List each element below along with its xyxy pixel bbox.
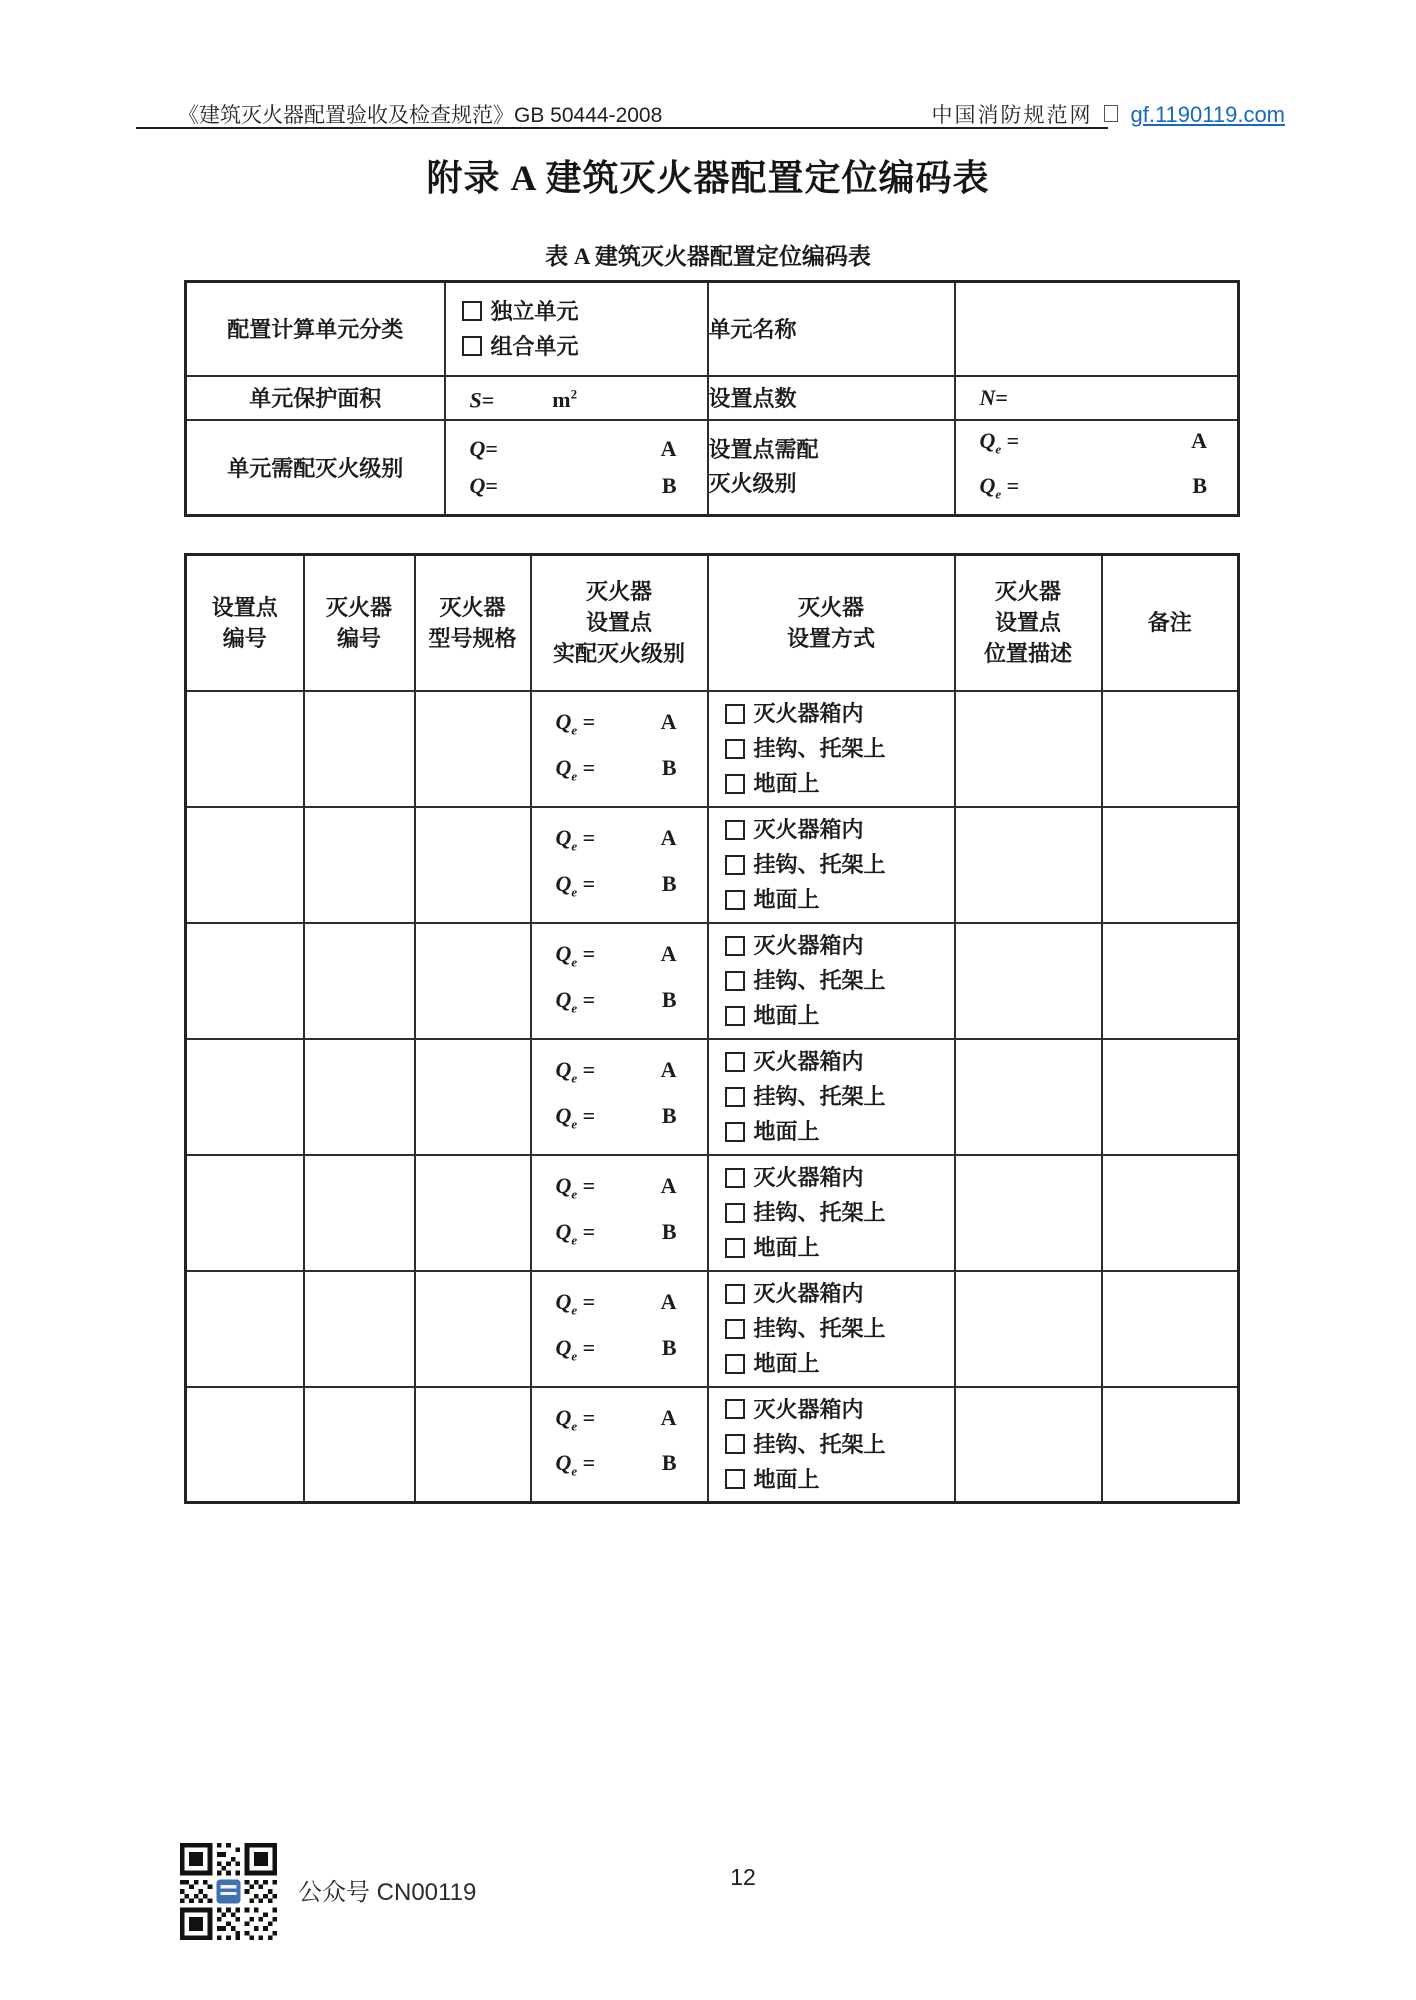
option-in-cabinet [709,812,954,847]
checkbox-icon [725,1087,745,1107]
cell-extinguisher-number [304,923,415,1039]
option-in-cabinet [709,1160,954,1195]
cell-point-number [186,691,304,807]
cell-point-number [186,1039,304,1155]
header-line: 灭火器 [797,594,864,620]
option-label: 挂钩、托架上 [753,1316,886,1341]
grade-letter: B [661,986,677,1012]
unit-grade-values [445,420,708,516]
grade-line-b [532,749,707,794]
header-location-description [955,555,1102,691]
cell-extinguisher-number [304,1271,415,1387]
cell-actual-grade [531,1155,708,1271]
grade-letter: B [661,1450,677,1476]
unit-grade-label: 单元需配灭火级别 [186,420,445,516]
placement-detail-table [184,553,1240,1504]
checkbox-icon [725,971,745,991]
option-label: 灭火器箱内 [753,1049,864,1074]
points-count-value: N= [955,376,1239,420]
q-formula: Q= [469,473,498,499]
table-row [186,420,1239,516]
option-label: 地面上 [753,1235,820,1260]
area-formula: S= [469,387,495,413]
checkbox-icon [725,774,745,794]
qe-formula: $Q_e$ = [979,427,1020,457]
header-line: 设置点 [585,610,652,636]
cell-remarks [1102,807,1239,923]
checkbox-icon [725,1238,745,1258]
header-doc-title: 《建筑灭火器配置验收及检查规范》GB 50444-2008 [178,104,663,127]
header-actual-grade [531,555,708,691]
detail-header-row [186,555,1239,691]
grade-letter: A [660,1404,677,1430]
cell-remarks [1102,1039,1239,1155]
header-line: 设置点 [211,594,278,620]
qe-formula: $Q_e$ = [979,473,1020,502]
header-line: 灭火器 [994,579,1061,605]
cell-remarks [1102,1271,1239,1387]
checkbox-icon [725,1006,745,1026]
header-placement-method [708,555,955,691]
table-row [186,1039,1239,1155]
option-in-cabinet [709,696,954,731]
grade-letter: B [661,1102,677,1128]
checkbox-icon [725,1354,745,1374]
checkbox-icon [725,1122,745,1142]
option-in-cabinet [709,1276,954,1311]
cell-point-number [186,1271,304,1387]
cell-location-description [955,1271,1102,1387]
cell-extinguisher-number [304,691,415,807]
table-row [186,376,1239,420]
qe-formula: $Q_e$ = [555,870,596,899]
grade-line-a [532,1399,707,1444]
point-grade-label [708,420,955,516]
page-title: 附录 A 建筑灭火器配置定位编码表 [426,158,990,198]
q-formula: Q= [469,436,498,462]
qe-formula: $Q_e$ = [555,1450,596,1479]
cell-point-number [186,807,304,923]
option-in-cabinet [709,928,954,963]
unit-class-label: 配置计算单元分类 [186,282,445,376]
cell-location-description [955,691,1102,807]
page-number: 12 [730,1864,756,1890]
qe-formula: $Q_e$ = [555,709,596,738]
qe-formula: $Q_e$ = [555,1102,596,1131]
option-label: 灭火器箱内 [753,701,864,726]
grade-line-b [956,467,1238,512]
unit-area-label: 单元保护面积 [186,376,445,420]
cell-placement-method [708,691,955,807]
grade-line-b [446,467,707,504]
grade-line-b [532,865,707,910]
checkbox-icon [725,820,745,840]
option-on-ground [709,1114,954,1149]
option-label: 挂钩、托架上 [753,736,886,761]
unit-class-options [445,282,708,376]
header-extinguisher-number [304,555,415,691]
cell-location-description [955,1387,1102,1503]
option-on-ground [709,1230,954,1265]
checkbox-icon [462,336,482,356]
option-on-ground [709,882,954,917]
cell-remarks [1102,691,1239,807]
cell-remarks [1102,1155,1239,1271]
qe-formula: $Q_e$ = [555,1404,596,1434]
cell-model-spec [415,691,531,807]
cell-remarks [1102,1387,1239,1503]
table-row [186,1155,1239,1271]
grade-letter: A [660,436,677,462]
qe-formula: $Q_e$ = [555,986,596,1015]
grade-line-a [532,703,707,748]
cell-actual-grade [531,1387,708,1503]
header-line: 设置点 [994,610,1061,636]
cell-location-description [955,923,1102,1039]
option-on-hook-bracket [709,963,954,998]
qe-formula: $Q_e$ = [555,825,596,854]
label-line: 灭火级别 [708,471,797,497]
option-label: 灭火器箱内 [753,933,864,958]
option-on-hook-bracket [709,1079,954,1114]
table-row [186,923,1239,1039]
cell-extinguisher-number [304,1155,415,1271]
label-line: 设置点需配 [708,437,819,463]
option-on-ground [709,1462,954,1497]
grade-line-b [532,1213,707,1258]
qe-formula: $Q_e$ = [555,1173,596,1202]
grade-line-b [532,1329,707,1374]
grade-letter: B [661,754,677,780]
grade-letter: B [661,870,677,896]
grade-line-a [532,1283,707,1328]
cell-actual-grade [531,1039,708,1155]
cell-model-spec [415,807,531,923]
option-on-ground [709,998,954,1033]
option-label: 挂钩、托架上 [753,968,886,993]
cell-actual-grade [531,807,708,923]
table-row [186,1271,1239,1387]
checkbox-icon [725,855,745,875]
checkbox-icon [725,739,745,759]
grade-line-b [532,1097,707,1142]
qe-formula: $Q_e$ = [555,1218,596,1247]
cell-extinguisher-number [304,1387,415,1503]
cell-placement-method [708,923,955,1039]
grade-line-a [956,422,1238,467]
option-on-ground [709,1346,954,1381]
grade-line-a [532,1167,707,1212]
checkbox-icon [725,1203,745,1223]
header-remarks [1102,555,1239,691]
qe-formula: $Q_e$ = [555,1289,596,1318]
header-line: 设置方式 [786,625,875,651]
qr-code [180,1842,277,1941]
header-line: 灭火器 [325,594,392,620]
grade-letter: A [660,941,677,967]
qr-account-label: 公众号 CN00119 [298,1879,477,1906]
grade-letter: A [660,1289,677,1315]
option-label: 地面上 [753,1003,820,1028]
option-in-cabinet [709,1392,954,1427]
grade-line-a [532,819,707,864]
checkbox-icon [725,1052,745,1072]
cell-remarks [1102,923,1239,1039]
table-row [186,1387,1239,1503]
option-in-cabinet [709,1044,954,1079]
unit-area-value [445,376,708,420]
option-label: 地面上 [753,1466,820,1492]
checkbox-icon [725,1399,745,1419]
grade-letter: A [660,709,677,735]
checkbox-icon [725,890,745,910]
cell-point-number [186,1155,304,1271]
header-line: 编号 [336,625,381,651]
option-label: 挂钩、托架上 [753,1200,886,1225]
option-label: 挂钩、托架上 [753,852,886,877]
grade-line-a [532,1051,707,1096]
unit-name-label: 单元名称 [708,282,955,376]
option-combined-unit [446,329,707,364]
qe-formula: $Q_e$ = [555,1334,596,1363]
option-label: 灭火器箱内 [753,1281,864,1306]
grade-line-b [532,1444,707,1489]
cell-placement-method [708,807,955,923]
option-label: 组合单元 [490,333,579,359]
grade-letter: A [1191,427,1207,453]
option-on-hook-bracket [709,847,954,882]
option-label: 灭火器箱内 [753,1165,864,1190]
cell-placement-method [708,1155,955,1271]
header-line: 灭火器 [439,594,506,620]
cell-actual-grade [531,1271,708,1387]
cell-model-spec [415,1039,531,1155]
option-independent-unit [446,294,707,329]
option-label: 地面上 [753,1119,820,1144]
header-point-number [186,555,304,691]
header-line: 灭火器 [585,579,652,605]
checkbox-icon [725,1284,745,1304]
cell-location-description [955,1155,1102,1271]
points-count-label: 设置点数 [708,376,955,420]
cell-model-spec [415,1271,531,1387]
header-line: 备注 [1147,610,1192,636]
table-row [186,282,1239,376]
site-name: 中国消防规范网 [931,103,1093,127]
option-label: 挂钩、托架上 [753,1084,886,1109]
header-line: 实配灭火级别 [552,641,685,667]
checkbox-icon [725,1319,745,1339]
cell-actual-grade [531,923,708,1039]
cell-location-description [955,807,1102,923]
area-unit: $m^2$ [552,386,578,413]
cell-actual-grade [531,691,708,807]
qe-formula: $Q_e$ = [555,1057,596,1086]
grade-line-a [532,935,707,980]
cell-model-spec [415,923,531,1039]
unit-summary-table [184,280,1240,517]
grade-letter: A [660,1173,677,1199]
grade-letter: B [1192,473,1207,499]
option-label: 地面上 [753,1351,820,1376]
cell-model-spec [415,1387,531,1503]
table-row [186,807,1239,923]
option-label: 地面上 [753,887,820,912]
option-on-ground [709,766,954,801]
checkbox-icon [725,1469,745,1489]
cell-placement-method [708,1387,955,1503]
option-on-hook-bracket [709,1311,954,1346]
header-line: 位置描述 [983,641,1072,667]
grade-letter: B [661,473,677,499]
qe-formula: $Q_e$ = [555,941,596,970]
cell-model-spec [415,1155,531,1271]
checkbox-icon [725,704,745,724]
cell-point-number [186,923,304,1039]
cell-placement-method [708,1271,955,1387]
site-link[interactable]: gf.1190119.com [1130,102,1285,127]
option-label: 地面上 [753,771,820,796]
option-on-hook-bracket [709,731,954,766]
header-line: 编号 [222,625,267,651]
point-grade-values [955,420,1239,516]
grade-letter: A [660,825,677,851]
checkbox-icon [725,1434,745,1454]
checkbox-icon [725,936,745,956]
table-row [186,691,1239,807]
option-label: 灭火器箱内 [753,817,864,842]
option-label: 挂钩、托架上 [753,1431,886,1457]
checkbox-icon [725,1168,745,1188]
qe-formula: $Q_e$ = [555,754,596,783]
checkbox-icon [462,301,482,321]
cell-point-number [186,1387,304,1503]
option-label: 独立单元 [490,298,579,324]
cell-extinguisher-number [304,807,415,923]
header-line: 型号规格 [428,625,517,651]
grade-letter: B [661,1334,677,1360]
unit-name-value [955,282,1239,376]
option-on-hook-bracket [709,1195,954,1230]
missing-glyph-icon [1104,105,1118,122]
cell-extinguisher-number [304,1039,415,1155]
header-rule [136,127,1108,129]
grade-line-a [446,430,707,467]
option-on-hook-bracket [709,1427,954,1462]
header-model-spec [415,555,531,691]
grade-line-b [532,981,707,1026]
option-label: 灭火器箱内 [753,1396,864,1422]
header-right-group [931,99,1285,129]
grade-letter: B [661,1218,677,1244]
cell-location-description [955,1039,1102,1155]
cell-placement-method [708,1039,955,1155]
table-caption: 表 A 建筑灭火器配置定位编码表 [545,244,871,269]
grade-letter: A [660,1057,677,1083]
